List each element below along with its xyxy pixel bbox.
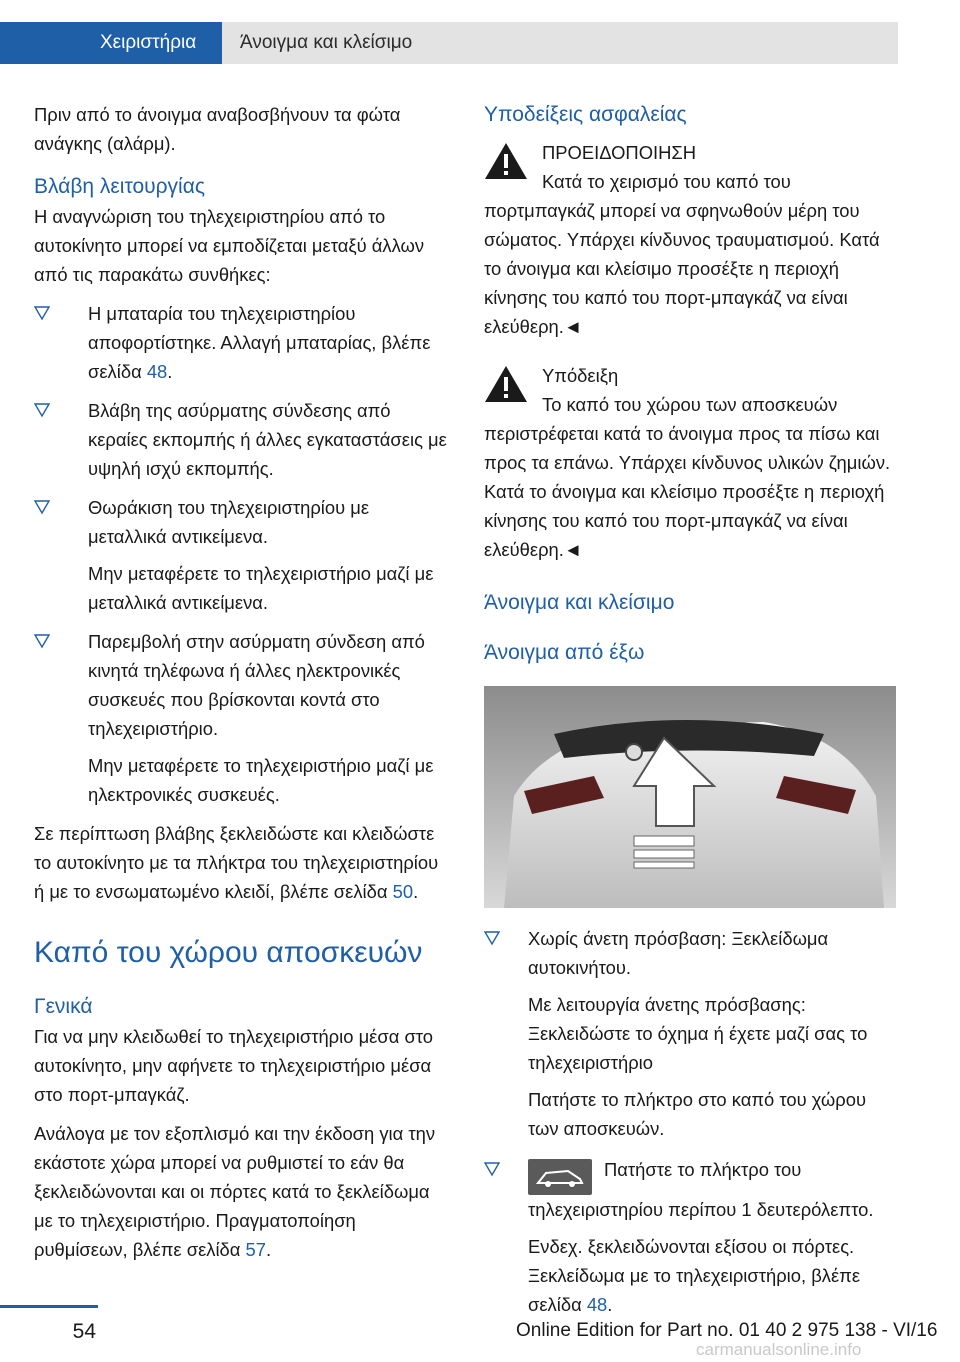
list-item: Χωρίς άνετη πρόσβαση: Ξεκλείδωμα αυτοκινήτου. Με λειτουργία άνετης πρόσβασης: Ξεκλειδώστε το όχημα ή έχετε μαζί σας το τηλεχειριστήριο Πατήστε το πλήκτρο στο καπό του χώρου των αποσκευών.	[484, 924, 896, 1143]
safety-heading: Υποδείξεις ασφαλείας	[484, 103, 687, 126]
list-item-note: Μην μεταφέρετε το τηλεχειριστήριο μαζί με ηλεκτρονικές συσκευές.	[88, 755, 434, 805]
header-bar	[0, 0, 960, 64]
bullet-triangle-icon	[34, 499, 50, 515]
trunk-key-button-icon	[528, 1159, 592, 1195]
warning-block	[484, 138, 896, 341]
section-tab[interactable]: Άνοιγμα και κλείσιμο	[222, 22, 898, 64]
list-item: Βλάβη της ασύρματης σύνδεσης από κεραίες εκπομπής ή άλλες εγκαταστάσεις με υψηλή ισχύ εκπομπής.	[34, 396, 452, 483]
general-paragraph-2: Ανάλογα με τον εξοπλισμό και την έκδοση για την εκάστοτε χώρα μπορεί να ρυθμιστεί το εάν θα ξεκλειδώνονται και οι πόρτες κατά το ξεκλείδωμα με το τηλεχειριστήριο. Πραγματοποίηση ρυθμίσεων, βλέπε σελίδα 57.	[34, 1123, 436, 1260]
notice-title: Υπόδειξη	[542, 365, 619, 386]
list-item-note: Μην μεταφέρετε το τηλεχειριστήριο μαζί με μεταλλικά αντικείμενα.	[88, 563, 434, 613]
list-item: Πατήστε το πλήκτρο του τηλεχειριστηρίου περίπου 1 δευτερόλεπτο. Ενδεχ. ξεκλειδώνονται εξίσου οι πόρτες. Ξεκλείδωμα με το τηλεχειριστήριο, βλέπε σελίδα 48.	[484, 1155, 896, 1319]
page-link-57[interactable]: 57	[245, 1239, 266, 1260]
right-column	[484, 100, 896, 1319]
intro-paragraph: Πριν από το άνοιγμα αναβοσβήνουν τα φώτα ανάγκης (αλάρμ).	[34, 104, 401, 154]
warning-text: Κατά το χειρισμό του καπό του πορτμπαγκάζ μπορεί να σφηνωθούν μέρη του σώματος. Υπάρχει κίνδυνος τραυματισμού. Κατά το άνοιγμα και κλείσιμο προσέξτε η περιοχή κίνησης του καπό του πορτ-μπαγκάζ να είναι ελεύθερη.◄	[484, 171, 880, 337]
list-item-note: Με λειτουργία άνετης πρόσβασης: Ξεκλειδώστε το όχημα ή έχετε μαζί σας το τηλεχειριστήριο	[528, 994, 868, 1073]
trunk-lid-heading: Καπό του χώρου αποσκευών	[34, 936, 423, 969]
notice-text: Το καπό του χώρου των αποσκευών περιστρέφεται κατά το άνοιγμα προς τα πίσω και προς τα επάνω. Υπάρχει κίνδυνος υλικών ζημιών. Κατά το άνοιγμα και κλείσιμο προσέξτε η περιοχή κίνησης του καπό του πορτ-μπαγκάζ να είναι ελεύθερη.◄	[484, 394, 891, 560]
watermark: carmanualsonline.info	[696, 1340, 862, 1359]
bullet-triangle-icon	[484, 1161, 500, 1177]
list-item: Η μπαταρία του τηλεχειριστηρίου αποφορτίστηκε. Αλλαγή μπαταρίας, βλέπε σελίδα 48.	[34, 299, 452, 386]
car-rear-image	[484, 686, 896, 908]
malfunction-text: Η αναγνώριση του τηλεχειριστηρίου από το αυτοκίνητο μπορεί να εμποδίζεται μεταξύ άλλων από τις παρακάτω συνθήκες:	[34, 206, 425, 285]
trunk-photo	[484, 686, 896, 908]
bullet-triangle-icon	[34, 633, 50, 649]
warning-triangle-icon	[484, 142, 528, 180]
list-item-note: Ενδεχ. ξεκλειδώνονται εξίσου οι πόρτες. Ξεκλείδωμα με το τηλεχειριστήριο, βλέπε σελίδα 48.	[528, 1236, 861, 1315]
bullet-triangle-icon	[34, 305, 50, 321]
open-outside-heading: Άνοιγμα από έξω	[484, 641, 645, 664]
fault-paragraph: Σε περίπτωση βλάβης ξεκλειδώστε και κλειδώστε το αυτοκίνητο με τα πλήκτρα του τηλεχειριστηρίου ή με το ενσωματωμένο κλειδί, βλέπε σελίδα 50.	[34, 823, 439, 902]
edition-text: Online Edition for Part no. 01 40 2 975 138 - VI/16	[516, 1320, 938, 1341]
chapter-tab[interactable]: Χειριστήρια	[0, 22, 222, 64]
bullet-triangle-icon	[34, 402, 50, 418]
general-paragraph-1: Για να μην κλειδωθεί το τηλεχειριστήριο μέσα στο αυτοκίνητο, μην αφήνετε το τηλεχειριστήριο μέσα στο πορτ-μπαγκάζ.	[34, 1026, 434, 1105]
page-link-50[interactable]: 50	[392, 881, 414, 902]
page-link-48-right[interactable]: 48	[586, 1294, 608, 1315]
list-item: Παρεμβολή στην ασύρματη σύνδεση από κινητά τηλέφωνα ή άλλες ηλεκτρονικές συσκευές που βρίσκονται κοντά στο τηλεχειριστήριο. Μην μεταφέρετε το τηλεχειριστήριο μαζί με ηλεκτρονικές συσκευές.	[34, 627, 452, 809]
list-item-note: Πατήστε το πλήκτρο στο καπό του χώρου των αποσκευών.	[528, 1089, 867, 1139]
warning-title: ΠΡΟΕΙΔΟΠΟΙΗΣΗ	[542, 142, 697, 163]
page-number: 54	[72, 1320, 96, 1343]
bullet-triangle-icon	[484, 930, 500, 946]
footer-rule	[0, 1305, 98, 1308]
notice-triangle-icon	[484, 365, 528, 403]
page-link-48[interactable]: 48	[146, 361, 168, 382]
general-heading: Γενικά	[34, 995, 93, 1018]
list-item: Θωράκιση του τηλεχειριστηρίου με μεταλλικά αντικείμενα. Μην μεταφέρετε το τηλεχειριστήριο μαζί με μεταλλικά αντικείμενα.	[34, 493, 452, 617]
open-close-heading: Άνοιγμα και κλείσιμο	[484, 591, 675, 614]
left-column	[34, 100, 452, 1264]
malfunction-heading: Βλάβη λειτουργίας	[34, 175, 205, 198]
notice-block	[484, 361, 896, 564]
